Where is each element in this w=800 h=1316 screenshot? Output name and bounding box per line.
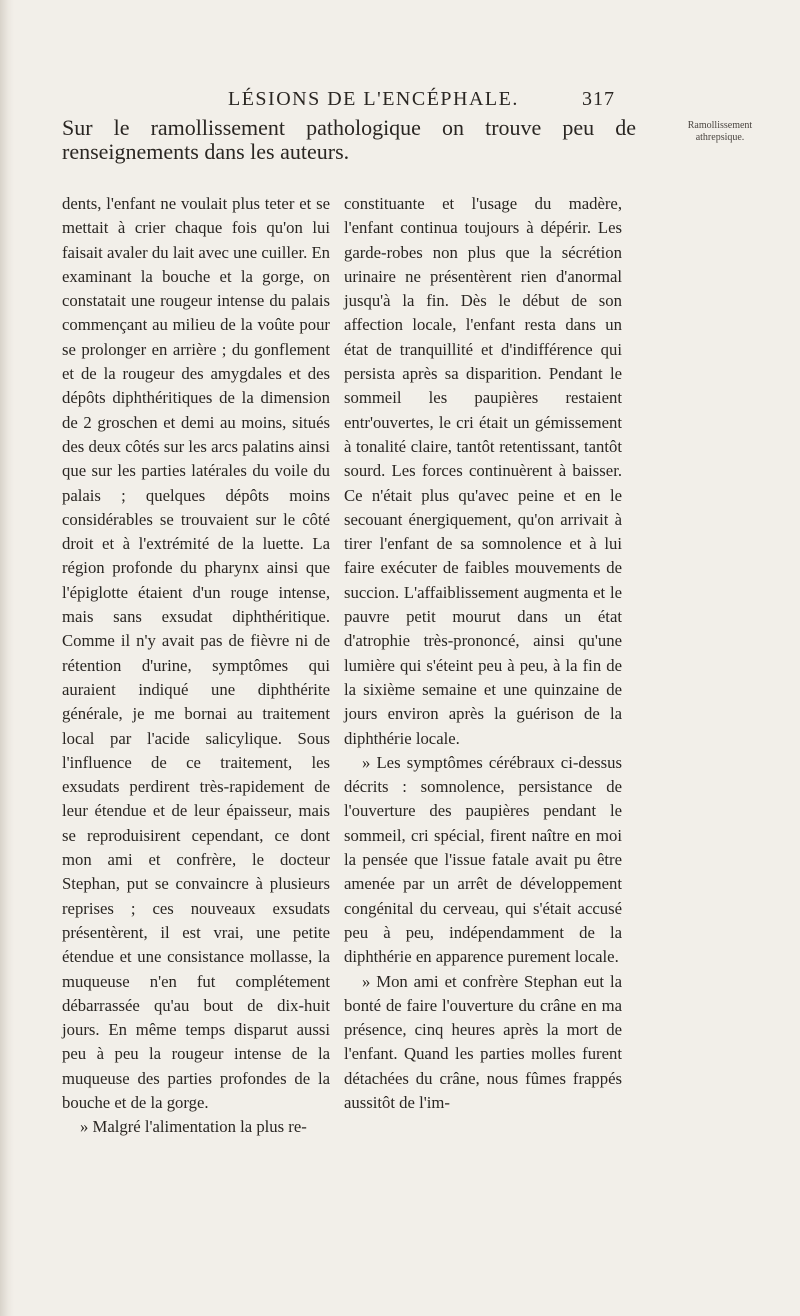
paragraph: constituante et l'usage du madère, l'enfant continua toujours à dépérir. Les garde-robes non plus que la sécrétion urinaire ne présentèrent rien d'anormal jusqu'à la fin. Dès le début de son affection locale, l'enfant resta dans un état de tranquillité et d'indifférence qui persista après sa disparition. Pendant le sommeil les paupières restaient entr'ouvertes, le cri était un gémissement à tonalité claire, tantôt retentissant, tantôt sourd. Les forces continuèrent à baisser. Ce n'était plus qu'avec peine et en le secouant énergiquement, qu'on arrivait à tirer l'enfant de sa somnolence et à lui faire exécuter de faibles mouvements de succion. L'affaiblissement augmenta et le pauvre petit mourut dans un état d'atrophie très-prononcé, ainsi qu'une lumière qui s'éteint peu à peu, à la fin de la sixième semaine et une quinzaine de jours environ après la guérison de la diphthérie locale. [344,194,622,748]
opening-paragraph: Sur le ramollissement pathologique on trouve peu de renseignements dans les auteurs. [62,115,636,164]
text-column-left [62,192,330,1140]
text-column-right [344,192,622,1115]
margin-note-line: Ramollissement [687,120,753,131]
paragraph: » Mon ami et confrère Stephan eut la bonté de faire l'ouverture du crâne en ma présence, cinq heures après la mort de l'enfant. Quand les parties molles furent détachées du crâne, nous fûmes frappés aussitôt de l'im- [344,971,622,1112]
paragraph: » Malgré l'alimentation la plus re- [80,1117,307,1137]
page-binding-edge [0,0,14,1316]
page-number: 317 [582,88,615,110]
running-head-title: LÉSIONS DE L'ENCÉPHALE. [228,88,519,110]
paragraph: dents, l'enfant ne voulait plus teter et se mettait à crier chaque fois qu'on lui faisait avaler du lait avec une cuiller. En examinant la bouche et la gorge, on constatait une rougeur intense du palais commençant au milieu de la voûte pour se prolonger en arrière ; du gonflement et de la rougeur des amygdales et des dépôts diphthéritiques de la dimension de 2 groschen et demi au moins, situés des deux côtés sur les arcs palatins ainsi que sur les parties latérales du voile du palais ; quelques dépôts moins considérables se trouvaient sur le côté droit et à l'extrémité de la luette. La région profonde du pharynx ainsi que l'épiglotte étaient d'un rouge intense, mais sans exsudat diphthéritique. Comme il n'y avait pas de fièvre ni de rétention d'urine, symptômes qui auraient indiqué une diphthérite générale, je me bornai au traitement local par l'acide salicylique. Sous l'influence de ce traitement, les exsudats perdirent très-rapidement de leur étendue et de leur épaisseur, mais se reproduisirent cependant, ce dont mon ami et confrère, le docteur Stephan, put se convaincre à plusieurs reprises ; ces nouveaux exsudats présentèrent, il est vrai, une petite étendue et une consistance mollasse, la muqueuse n'en fut complétement débarrassée qu'au bout de dix-huit jours. En même temps disparut aussi peu à peu la rougeur intense de la muqueuse des parties profondes de la bouche et de la gorge. [62,194,330,1112]
running-head [0,88,800,112]
margin-note-line: athrepsique. [695,132,745,143]
margin-note [646,120,794,144]
paragraph: » Les symptômes cérébraux ci-dessus décrits : somnolence, persistance de l'ouverture des paupières pendant le sommeil, cri spécial, firent naître en moi la pensée que l'issue fatale avait pu être amenée par un arrêt de développement congénital du cerveau, qui s'était accusé peu à peu, indépendamment de la diphthérie en apparence purement locale. [344,752,622,967]
